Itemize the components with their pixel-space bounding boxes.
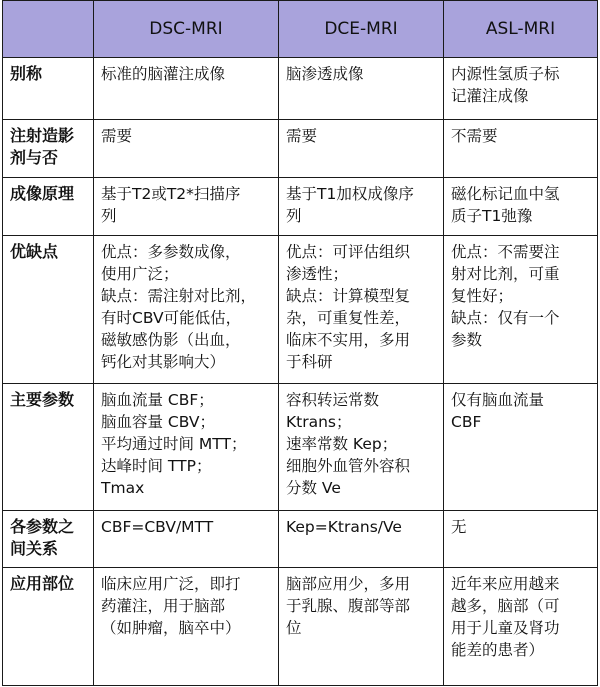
cell-dce: 基于T1加权成像序 列 [279, 178, 444, 236]
row-application-site [3, 568, 598, 686]
cell-dsc: 需要 [94, 120, 279, 178]
row-label: 主要参数 [3, 384, 94, 511]
cell-dce: Kep=Ktrans/Ve [279, 511, 444, 568]
row-label: 注射造影 剂与否 [3, 120, 94, 178]
cell-asl: 磁化标记血中氢 质子T1弛豫 [444, 178, 598, 236]
row-label: 应用部位 [3, 568, 94, 686]
row-parameter-relation [3, 511, 598, 568]
comparison-table [2, 0, 598, 686]
row-label: 成像原理 [3, 178, 94, 236]
cell-dsc: CBF=CBV/MTT [94, 511, 279, 568]
header-corner [3, 1, 94, 58]
row-pros-cons [3, 236, 598, 384]
cell-dsc: 基于T2或T2*扫描序 列 [94, 178, 279, 236]
row-label: 优缺点 [3, 236, 94, 384]
cell-asl: 优点：不需要注 射对比剂，可重 复性好； 缺点：仅有一个 参数 [444, 236, 598, 384]
header-dsc-mri: DSC-MRI [94, 1, 279, 58]
row-label: 别称 [3, 58, 94, 120]
cell-dce: 脑部应用少，多用 于乳腺、腹部等部 位 [279, 568, 444, 686]
row-label: 各参数之 间关系 [3, 511, 94, 568]
cell-asl: 近年来应用越来 越多，脑部（可 用于儿童及肾功 能差的患者） [444, 568, 598, 686]
cell-asl: 不需要 [444, 120, 598, 178]
cell-dsc: 标准的脑灌注成像 [94, 58, 279, 120]
cell-dsc: 临床应用广泛，即打 药灌注，用于脑部 （如肿瘤，脑卒中） [94, 568, 279, 686]
row-imaging-principle [3, 178, 598, 236]
header-dce-mri: DCE-MRI [279, 1, 444, 58]
cell-dsc: 脑血流量 CBF； 脑血容量 CBV； 平均通过时间 MTT； 达峰时间 TTP； Tmax [94, 384, 279, 511]
row-main-parameters [3, 384, 598, 511]
cell-dce: 优点：可评估组织 渗透性； 缺点：计算模型复 杂，可重复性差， 临床不实用，多用 于科研 [279, 236, 444, 384]
cell-dce: 脑渗透成像 [279, 58, 444, 120]
cell-dce: 需要 [279, 120, 444, 178]
cell-dsc: 优点：多参数成像， 使用广泛； 缺点：需注射对比剂， 有时CBV可能低估， 磁敏感伪影（出血， 钙化对其影响大） [94, 236, 279, 384]
cell-asl: 无 [444, 511, 598, 568]
row-contrast-agent [3, 120, 598, 178]
header-row [3, 1, 598, 58]
cell-dce: 容积转运常数 Ktrans； 速率常数 Kep； 细胞外血管外容积 分数 Ve [279, 384, 444, 511]
cell-asl: 仅有脑血流量 CBF [444, 384, 598, 511]
row-alias [3, 58, 598, 120]
header-asl-mri: ASL-MRI [444, 1, 598, 58]
cell-asl: 内源性氢质子标 记灌注成像 [444, 58, 598, 120]
